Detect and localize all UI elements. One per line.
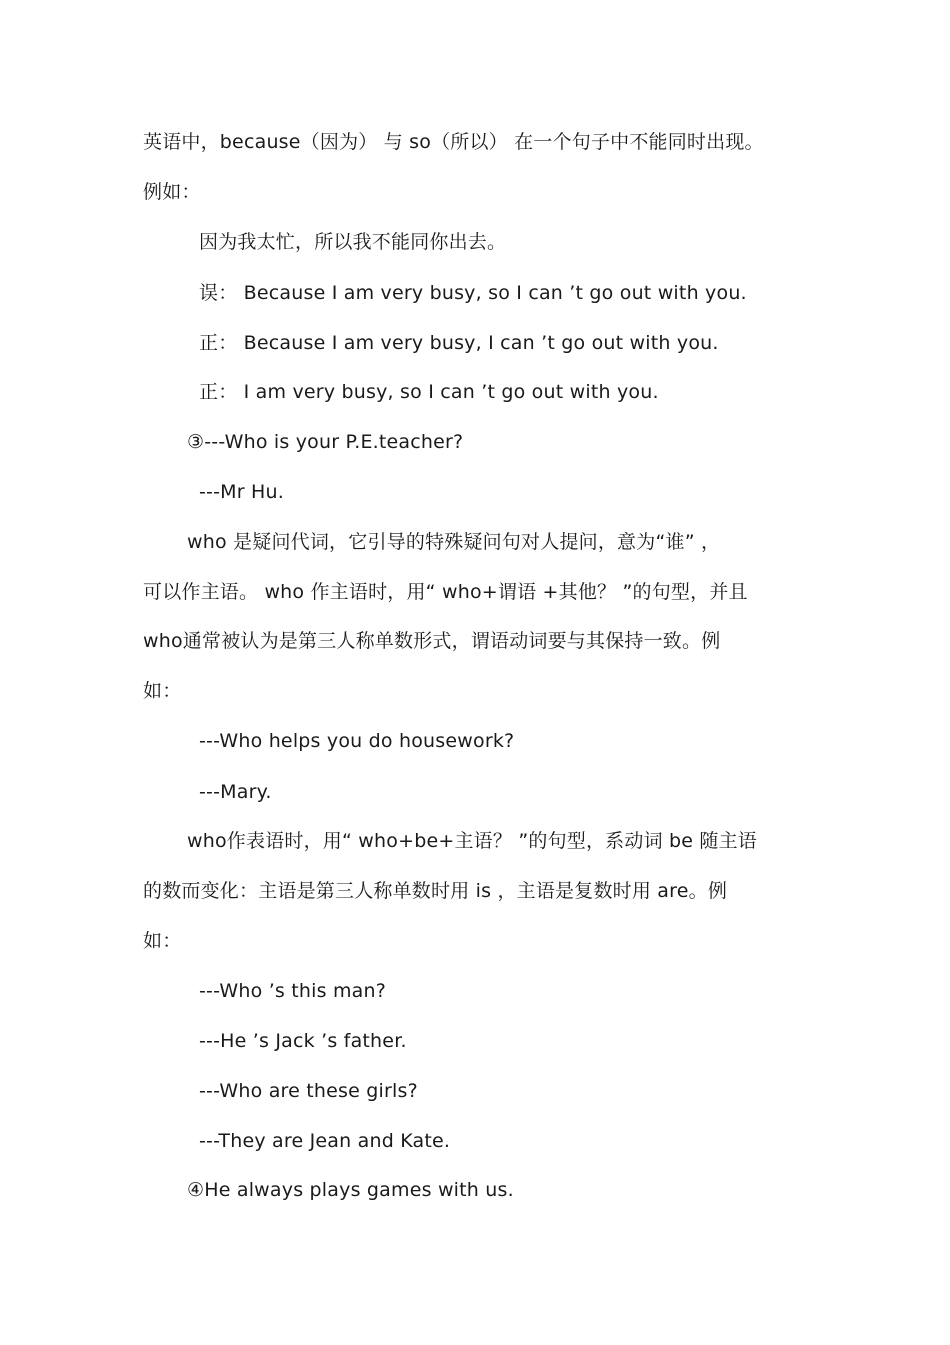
paragraph-line: 的数而变化：主语是第三人称单数时用 is ，主语是复数时用 are。例 [143, 880, 728, 902]
example-line: ---Who ’s this man? [199, 980, 387, 1002]
section-heading: ③---Who is your P.E.teacher? [187, 431, 464, 453]
example-line: ---Mary. [199, 781, 272, 803]
example-line: 因为我太忙，所以我不能同你出去。 [199, 231, 507, 253]
example-line: ---They are Jean and Kate. [199, 1130, 451, 1152]
paragraph-line: who 是疑问代词，它引导的特殊疑问句对人提问，意为“谁” ， [187, 531, 721, 553]
paragraph-line: 例如： [143, 181, 201, 203]
example-line: ---Mr Hu. [199, 481, 284, 503]
example-line: ---He ’s Jack ’s father. [199, 1030, 407, 1052]
paragraph-line: 如： [143, 680, 182, 702]
section-heading: ④He always plays games with us. [187, 1179, 514, 1201]
paragraph-line: who通常被认为是第三人称单数形式，谓语动词要与其保持一致。例 [143, 630, 721, 652]
example-line: ---Who helps you do housework? [199, 730, 515, 752]
example-line: 正： I am very busy, so I can ’t go out with you. [199, 381, 659, 403]
paragraph-line: 如： [143, 930, 182, 952]
paragraph-line: who作表语时，用“ who+be+主语？ ”的句型，系动词 be 随主语 [187, 830, 757, 852]
paragraph-line: 可以作主语。 who 作主语时，用“ who+谓语 +其他？ ”的句型，并且 [143, 581, 748, 603]
example-line: 误： Because I am very busy, so I can ’t go out with you. [199, 282, 747, 304]
paragraph-line: 英语中，because（因为） 与 so（所以） 在一个句子中不能同时出现。 [143, 131, 764, 153]
example-line: ---Who are these girls? [199, 1080, 418, 1102]
example-line: 正： Because I am very busy, I can ’t go out with you. [199, 332, 719, 354]
